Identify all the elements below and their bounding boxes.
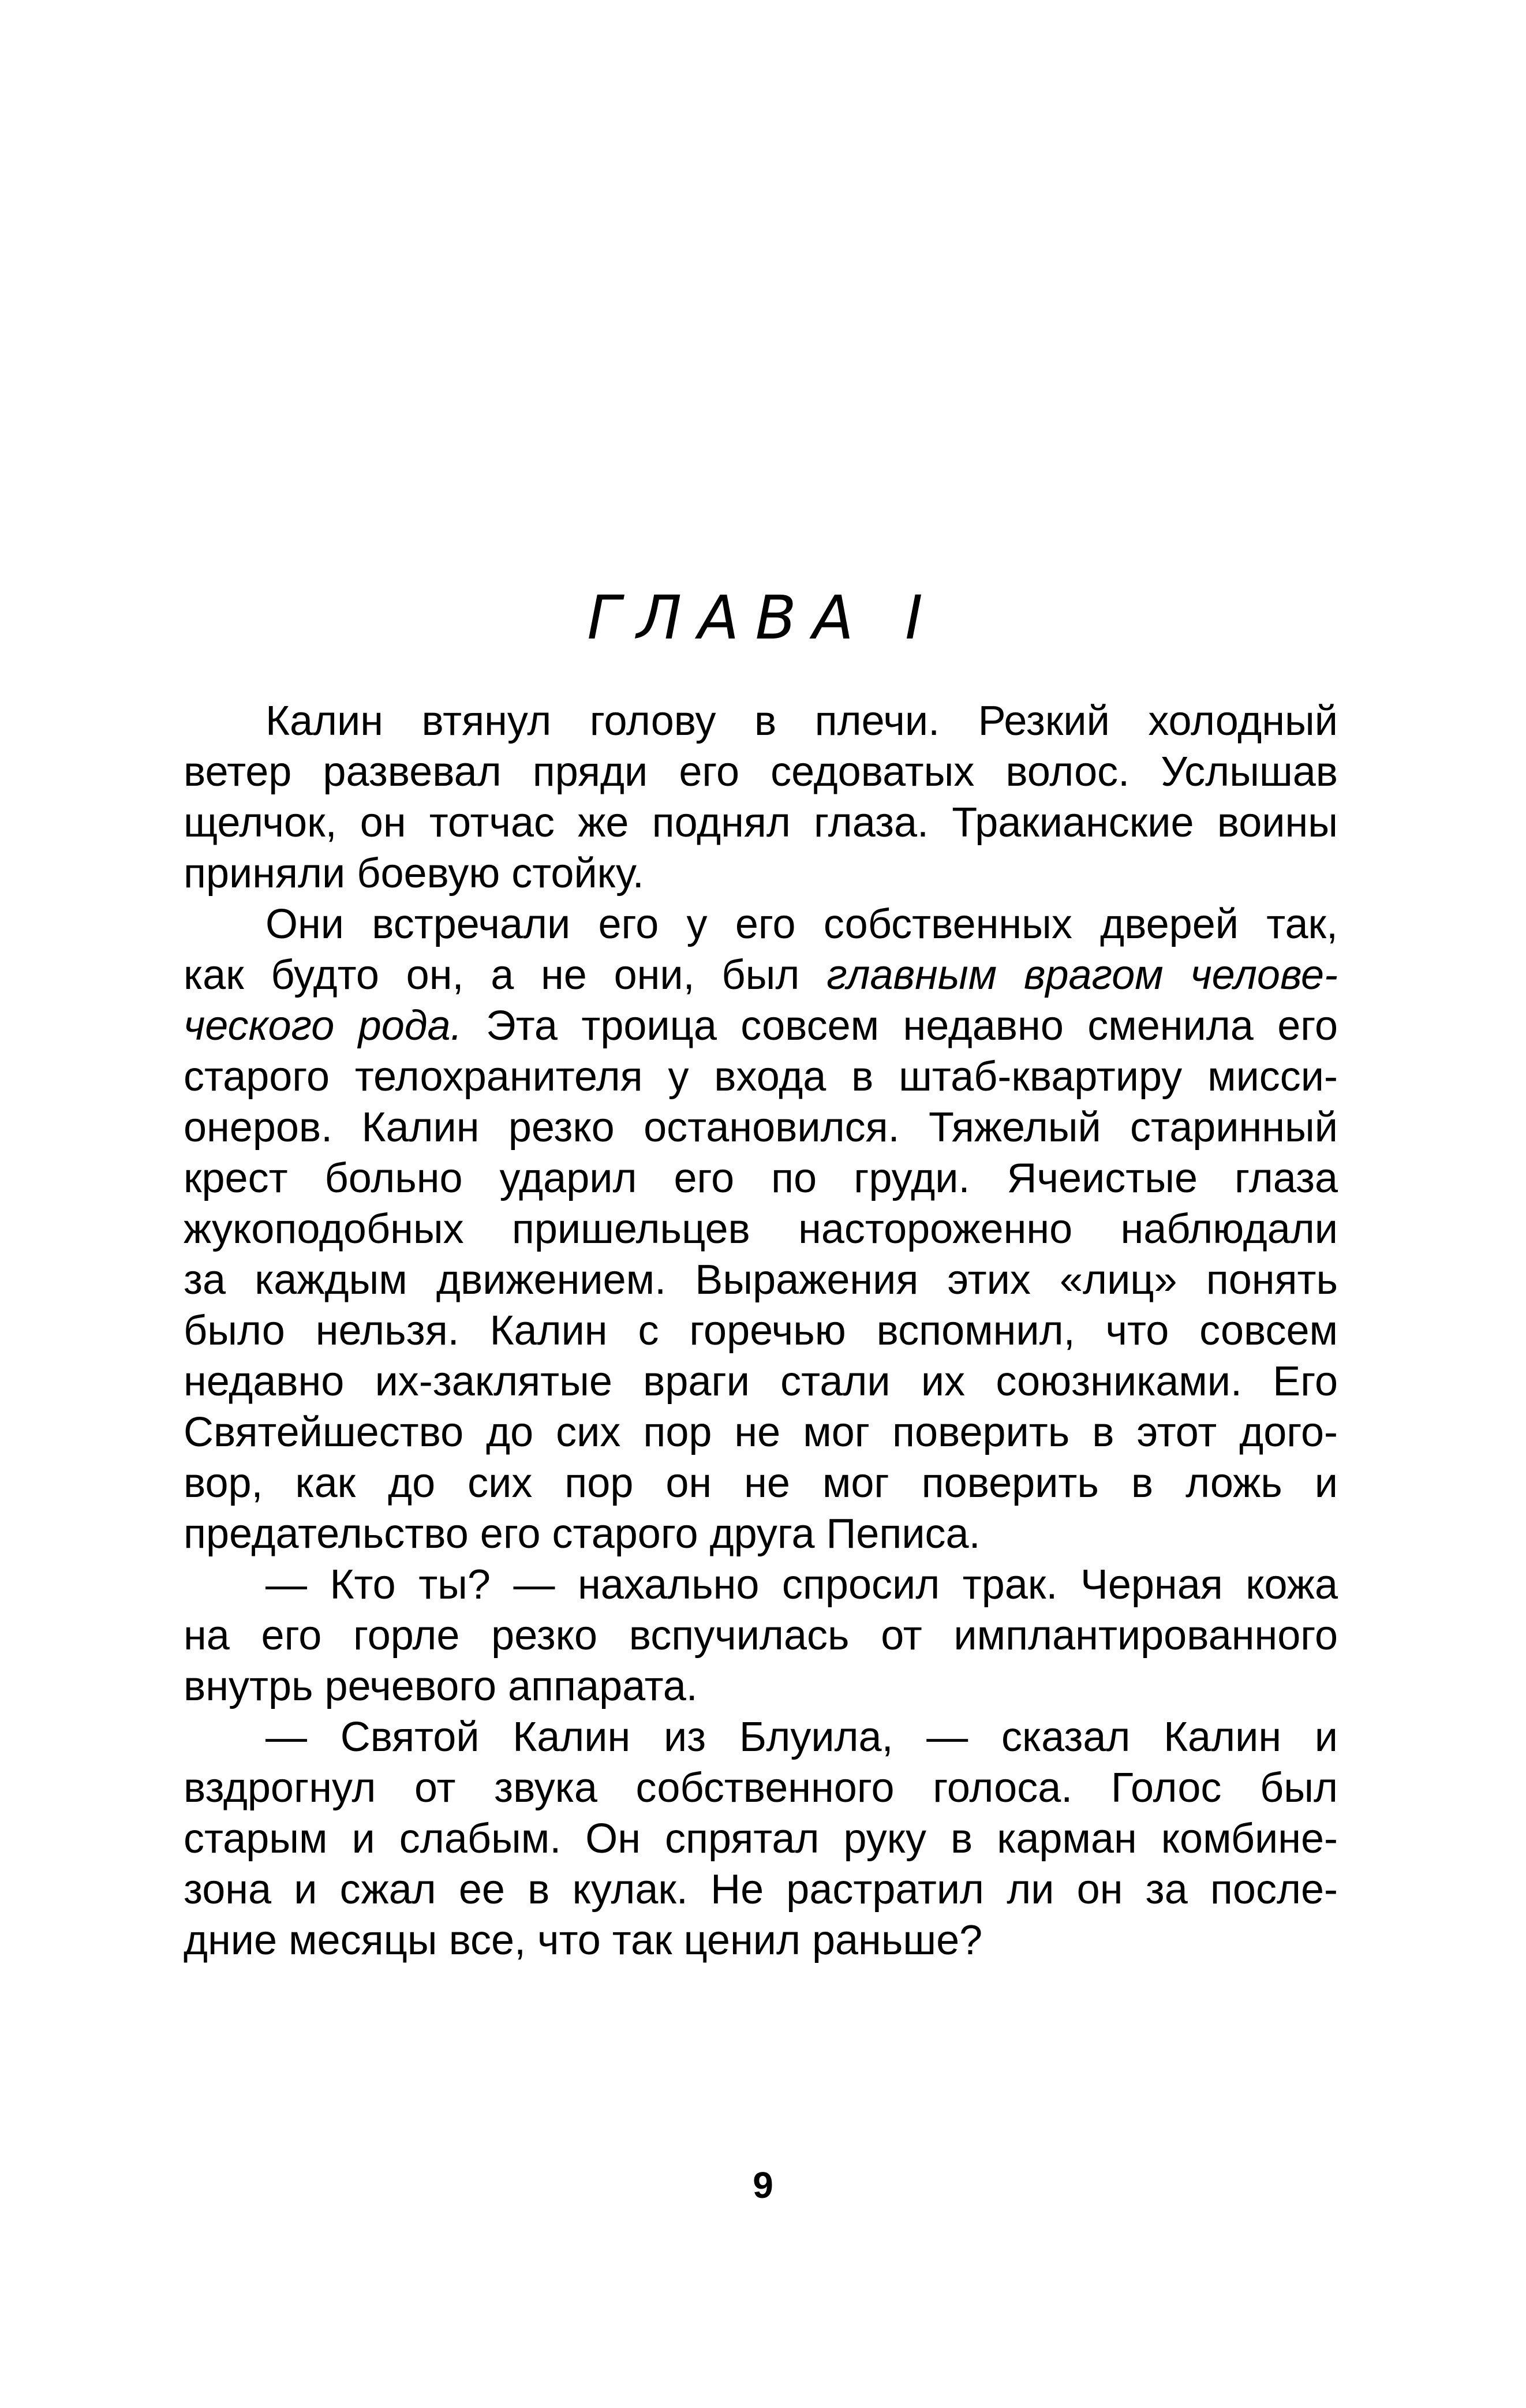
text-segment: как будто он, а не они, был [184,952,800,998]
text-line: щелчок, он тотчас же поднял глаза. Тракианские воины [184,800,1338,846]
text-line: — Святой Калин из Блуила, — сказал Калин и [265,1714,1338,1760]
text-line: приняли боевую стойку. [184,850,644,897]
italic-text: главным врагом челове- [826,952,1338,998]
text-line: вздрогнул от звука собственного голоса. Голос был [184,1765,1338,1811]
text-line: Святейшество до сих пор не мог поверить в этот дого- [184,1409,1338,1455]
chapter-title: ГЛАВА I [587,583,939,653]
text-line: онеров. Калин резко остановился. Тяжелый старинный [184,1104,1338,1151]
text-line [184,1000,1338,1051]
text-line: недавно их-заклятые враги стали их союзниками. Его [184,1358,1338,1405]
text-line: на его горле резко вспучилась от имплантированного [184,1612,1338,1659]
text-segment: Эта троица совсем недавно сменила его [486,1003,1338,1049]
italic-text: ческого рода. [184,1003,462,1049]
text-line: Калин втянул голову в плечи. Резкий холодный [265,698,1338,744]
text-line: ветер развевал пряди его седоватых волос. Услышав [184,749,1338,795]
body-text [184,696,1338,1966]
text-line: дние месяцы все, что так ценил раньше? [184,1917,983,1963]
text-line: зона и сжал ее в кулак. Не растратил ли он за после- [184,1866,1338,1913]
text-line: Они встречали его у его собственных дверей так, [265,901,1338,947]
text-line: — Кто ты? — нахально спросил трак. Черная кожа [265,1562,1338,1608]
text-line: было нельзя. Калин с горечью вспомнил, что совсем [184,1308,1338,1354]
text-line: предательство его старого друга Пеписа. [184,1511,981,1557]
text-line: жукоподобных пришельцев настороженно наблюдали [184,1206,1338,1252]
text-line [184,950,1338,1000]
text-line: старым и слабым. Он спрятал руку в карман комбине- [184,1816,1338,1862]
text-line: крест больно ударил его по груди. Ячеистые глаза [184,1155,1338,1201]
text-line: вор, как до сих пор он не мог поверить в ложь и [184,1460,1338,1506]
text-line: старого телохранителя у входа в штаб-квартиру мисси- [184,1054,1338,1100]
text-line: за каждым движением. Выражения этих «лиц» понять [184,1257,1338,1303]
page-number: 9 [753,2164,773,2206]
text-line: внутрь речевого аппарата. [184,1663,698,1709]
